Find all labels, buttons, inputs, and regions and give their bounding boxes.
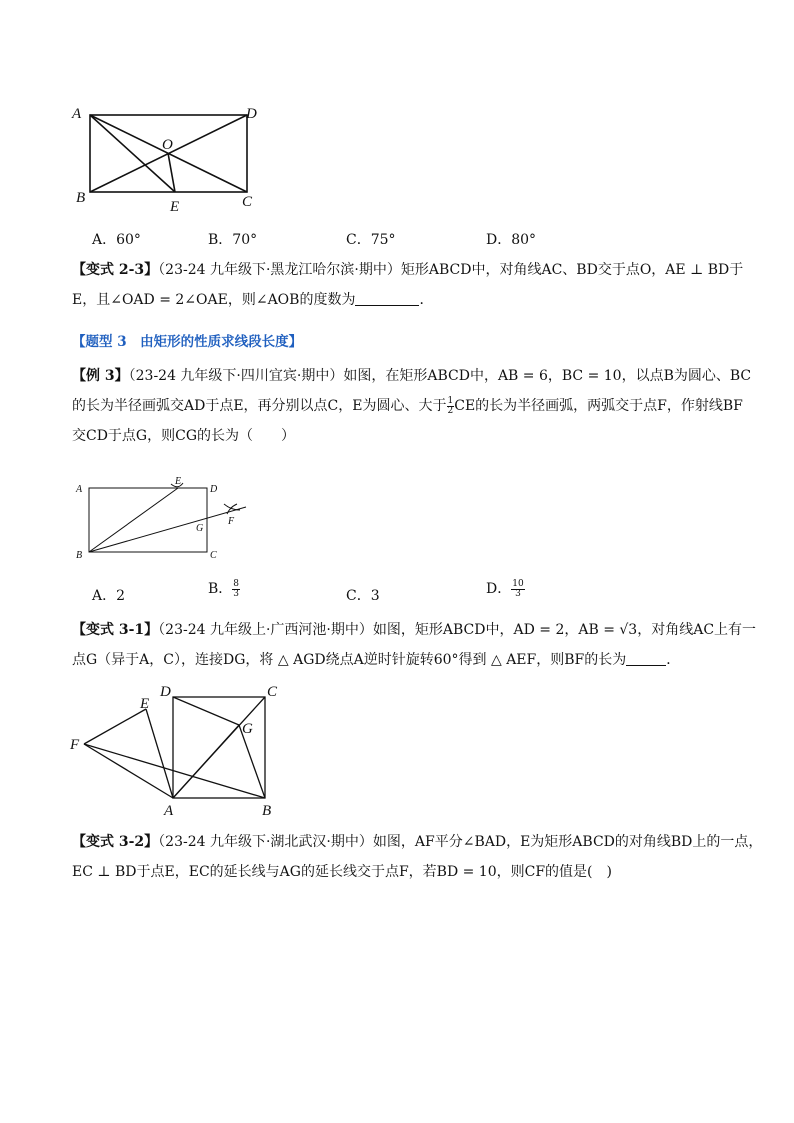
problem-text: CE的长为半径画弧，两弧交于点F，作射线BF — [454, 398, 743, 414]
problem-text: EC ⊥ BD于点E，EC的延长线与AG的延长线交于点F，若BD = 10，则CF的值是( ) — [72, 864, 612, 880]
label-a: A — [164, 803, 174, 819]
label-d: D — [210, 484, 218, 495]
denominator: 3 — [233, 588, 240, 599]
label-a: A — [72, 106, 82, 122]
problem-text: 矩形ABCD中，对角线AC、BD交于点O，AE ⊥ BD于 — [400, 262, 744, 278]
option-c: C．3 — [346, 588, 380, 604]
problem-text: 如图，矩形ABCD中，AD = 2，AB = √3，对角线AC上有一 — [372, 622, 757, 638]
problem-line — [72, 615, 757, 645]
problem-variant-3-2 — [72, 827, 763, 887]
problem-line — [72, 645, 732, 675]
label-c: C — [210, 550, 217, 561]
label-a: A — [76, 484, 83, 495]
fraction-8-3 — [232, 580, 240, 599]
label-e: E — [175, 476, 182, 487]
problem-line — [72, 255, 744, 285]
answer-blank — [626, 651, 666, 666]
problem-variant-2-3 — [72, 255, 744, 315]
label-f: F — [70, 737, 80, 753]
problem-text: 如图，在矩形ABCD中，AB = 6，BC = 10，以点B为圆心、BC — [343, 368, 752, 384]
option-a: A．60° — [92, 232, 141, 248]
label-b: B — [76, 190, 86, 206]
figure-rectangle-arc-construction — [70, 474, 260, 564]
problem-text: 的长为半径画弧交AD于点E，再分别以点C，E为圆心、大于 — [72, 398, 447, 414]
punctuation: ． — [666, 652, 681, 668]
problem-tag: 【变式 3-2】 — [72, 834, 159, 850]
option-d: D．80° — [486, 232, 537, 248]
numerator: 1 — [447, 395, 454, 406]
problem-source: （23-24 九年级下·湖北武汉·期中） — [158, 834, 373, 850]
fraction-10-3 — [511, 580, 524, 599]
label-c: C — [242, 194, 253, 210]
problem-tag: 【变式 2-3】 — [72, 262, 159, 278]
problem-line — [72, 421, 732, 451]
label-f: F — [228, 516, 235, 527]
option-d — [486, 578, 525, 599]
section-heading: 【题型 3 由矩形的性质求线段长度】 — [72, 334, 303, 350]
problem-text: 交CD于点G，则CG的长为（ ） — [72, 428, 296, 444]
answer-blank — [355, 291, 419, 306]
label-g: G — [196, 523, 204, 534]
numerator: 10 — [512, 578, 524, 589]
label-g: G — [242, 721, 253, 737]
problem-line — [72, 361, 752, 391]
label-d: D — [160, 684, 171, 700]
label-o: O — [162, 137, 173, 153]
problem-source: （23-24 九年级上·广西河池·期中） — [158, 622, 373, 638]
problem-text: 点G（异于A，C），连接DG，将 △ AGD绕点A逆时针旋转60°得到 △ AEF，则BF的长为 — [72, 652, 627, 668]
option-a: A．2 — [92, 588, 126, 604]
problem-line — [72, 857, 732, 887]
option-c: C．75° — [346, 232, 396, 248]
problem-variant-3-1 — [72, 615, 757, 675]
option-letter: D． — [486, 581, 512, 597]
problem-line — [72, 827, 763, 857]
problem-source: （23-24 九年级下·黑龙江哈尔滨·期中） — [158, 262, 401, 278]
figure-rectangle-abcd-oe — [60, 98, 280, 218]
option-b: B．70° — [208, 232, 258, 248]
problem-tag: 【变式 3-1】 — [72, 622, 159, 638]
numerator: 8 — [233, 578, 240, 589]
figure-rotated-triangle — [62, 680, 292, 820]
problem-tag: 【例 3】 — [72, 368, 129, 384]
problem-line — [72, 285, 732, 315]
option-b — [208, 578, 240, 599]
label-e: E — [170, 199, 180, 215]
denominator: 3 — [515, 588, 521, 599]
label-e: E — [140, 696, 150, 712]
label-b: B — [262, 803, 272, 819]
option-letter: B． — [208, 581, 233, 597]
problem-line — [72, 391, 743, 421]
label-d: D — [246, 106, 257, 122]
denominator: 2 — [447, 405, 454, 416]
problem-text: 如图，AF平分∠BAD，E为矩形ABCD的对角线BD上的一点， — [372, 834, 763, 850]
problem-example-3 — [72, 361, 752, 451]
label-c: C — [267, 684, 278, 700]
problem-source: （23-24 九年级下·四川宜宾·期中） — [128, 368, 344, 384]
label-b: B — [76, 550, 83, 561]
punctuation: ． — [419, 292, 434, 308]
problem-text: E，且∠OAD = 2∠OAE，则∠AOB的度数为 — [72, 292, 356, 308]
